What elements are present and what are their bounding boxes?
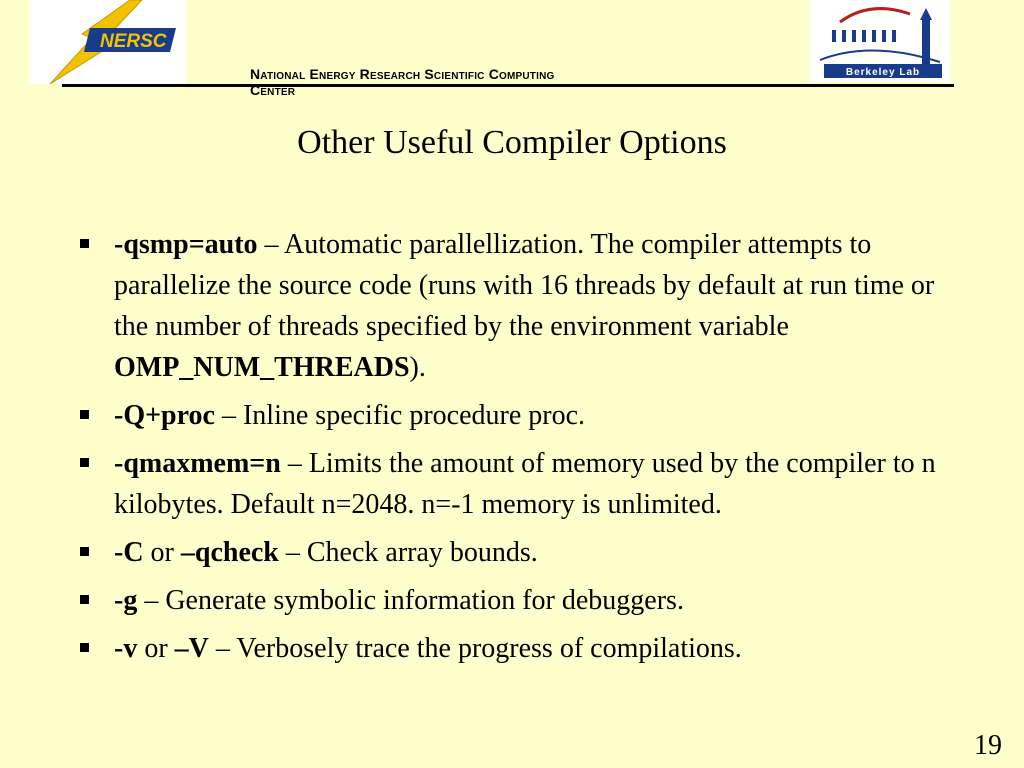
option-separator: or [137, 633, 175, 664]
page-number: 19 [974, 730, 1002, 761]
option-description: – Inline specific procedure proc. [214, 400, 586, 431]
organization-name-line1: National Energy Research Scientific Computing [250, 66, 555, 82]
option-description: – Verbosely trace the progress of compilations. [208, 633, 742, 664]
option-flag: -qmaxmem=n [114, 448, 281, 479]
option-flag: -Q+proc [114, 400, 215, 431]
nersc-logo-text: NERSC [100, 31, 167, 52]
option-item [80, 532, 960, 573]
nersc-logo-icon [30, 0, 186, 84]
option-flag: -v [114, 633, 138, 664]
option-description-end: ). [409, 352, 426, 383]
bullet-square-icon [80, 595, 89, 604]
slide-title: Other Useful Compiler Options [297, 124, 727, 161]
option-item [80, 395, 960, 436]
option-env-var: OMP_NUM_THREADS [114, 352, 410, 383]
bullet-square-icon [80, 547, 89, 556]
option-description: – Check array bounds. [278, 537, 538, 568]
option-list [80, 224, 960, 676]
option-description: – Limits the amount of memory used by the compiler to n kilobytes. Default n=2048. n=-1 memory is unlimited. [114, 448, 936, 520]
option-flag: -qsmp=auto [114, 229, 258, 260]
bullet-square-icon [80, 643, 89, 652]
option-separator: or [143, 537, 181, 568]
berkeley-lab-logo-text: Berkeley Lab [845, 67, 921, 78]
berkeley-lab-logo [810, 0, 950, 82]
organization-name [250, 62, 770, 102]
option-flag: -C [114, 537, 144, 568]
nersc-logo [30, 0, 186, 84]
option-description: – Automatic parallellization. The compiler attempts to parallelize the source code (runs with 16 threads by default at run time or the number of threads specified by the environment variable [114, 229, 935, 342]
berkeley-lab-logo-icon [810, 0, 950, 82]
option-item [80, 580, 960, 621]
option-item [80, 224, 960, 388]
option-flag: -g [114, 585, 138, 616]
organization-name-line2: Center [250, 82, 296, 98]
bullet-square-icon [80, 458, 89, 467]
bullet-square-icon [80, 410, 89, 419]
option-description: – Generate symbolic information for debuggers. [137, 585, 684, 616]
option-item [80, 443, 960, 525]
option-item [80, 628, 960, 669]
option-flag-alt: –qcheck [180, 537, 279, 568]
option-flag-alt: –V [174, 633, 209, 664]
bullet-square-icon [80, 239, 89, 248]
